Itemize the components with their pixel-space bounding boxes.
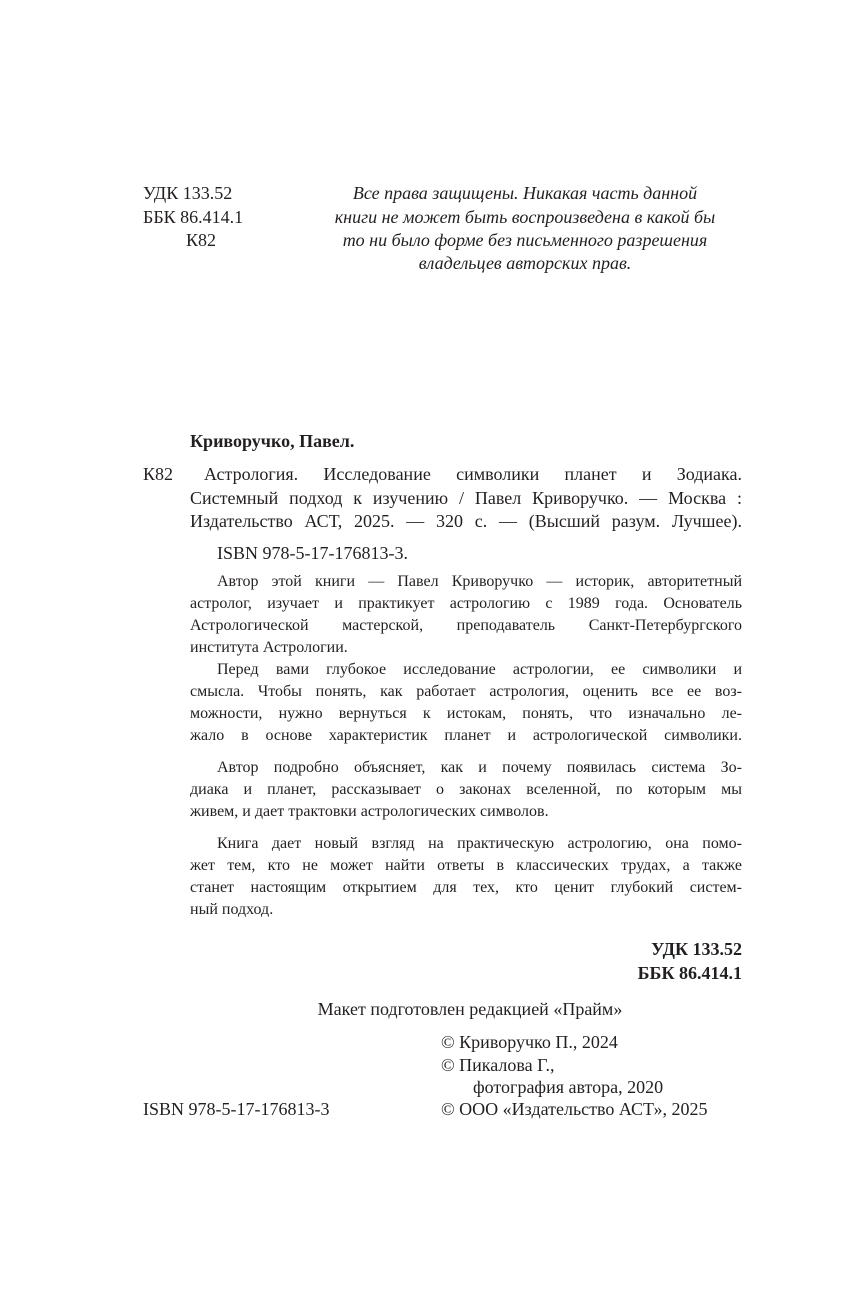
annotation-line: Перед вами глубокое исследование астрологии, ее символики и [217, 661, 742, 678]
isbn-bottom: ISBN 978-5-17-176813-3 [143, 1099, 330, 1119]
author-mark: К82 [186, 230, 217, 250]
rights-line: то ни было форме без письменного разрешения [342, 230, 708, 250]
annotation-line: института Астрологии. [190, 639, 348, 656]
rights-line: книги не может быть воспроизведена в какой бы [334, 207, 716, 227]
annotation-line: смысла. Чтобы понять, как работает астрология, оценить все ее воз- [190, 683, 742, 700]
annotation-line: астролог, изучает и практикует астрологию с 1989 года. Основатель [190, 595, 742, 612]
annotation-line: Автор подробно объясняет, как и почему появилась система Зо- [217, 759, 742, 776]
rights-line: владельцев авторских прав. [418, 253, 632, 273]
annotation-line: жало в основе характеристик планет и астрологической символики. [190, 727, 742, 744]
catalog-author: Криворучко, Павел. [190, 431, 355, 451]
annotation-line: Автор этой книги — Павел Криворучко — историк, авторитетный [217, 573, 742, 590]
bottom-udk: УДК 133.52 [651, 939, 742, 959]
catalog-mark: К82 [143, 464, 174, 484]
rights-line: Все права защищены. Никакая часть данной [352, 183, 698, 203]
copyright-line: © Криворучко П., 2024 [441, 1032, 618, 1052]
annotation-line: ный подход. [190, 901, 274, 918]
annotation-line: жет тем, кто не может найти ответы в классических трудах, а также [190, 857, 742, 874]
bottom-bbk: ББК 86.414.1 [637, 963, 742, 983]
annotation-line: живем, и дает трактовки астрологических символов. [190, 803, 549, 820]
catalog-isbn: ISBN 978-5-17-176813-3. [217, 543, 408, 563]
catalog-description-line: Системный подход к изучению / Павел Криворучко. — Москва : [190, 488, 742, 508]
annotation-line: Книга дает новый взгляд на практическую астрологию, она помо- [217, 835, 742, 852]
annotation-line: станет настоящим открытием для тех, кто ценит глубокий систем- [190, 879, 742, 896]
bbk-code: ББК 86.414.1 [143, 207, 244, 227]
annotation-line: Астрологической мастерской, преподаватель Санкт-Петербургского [190, 617, 742, 634]
copyright-line: © ООО «Издательство АСТ», 2025 [441, 1099, 708, 1119]
catalog-description-line: Астрология. Исследование символики планет и Зодиака. [204, 464, 742, 484]
annotation-line: диака и планет, рассказывает о законах вселенной, по которым мы [190, 781, 742, 798]
annotation-line: можности, нужно вернуться к истокам, понять, что изначально ле- [190, 705, 742, 722]
copyright-line: фотография автора, 2020 [473, 1077, 664, 1097]
catalog-description-line: Издательство АСТ, 2025. — 320 с. — (Высший разум. Лучшее). [190, 511, 742, 531]
copyright-line: © Пикалова Г., [441, 1055, 555, 1075]
udk-code: УДК 133.52 [143, 183, 233, 203]
editorial-note: Макет подготовлен редакцией «Прайм» [317, 999, 623, 1019]
